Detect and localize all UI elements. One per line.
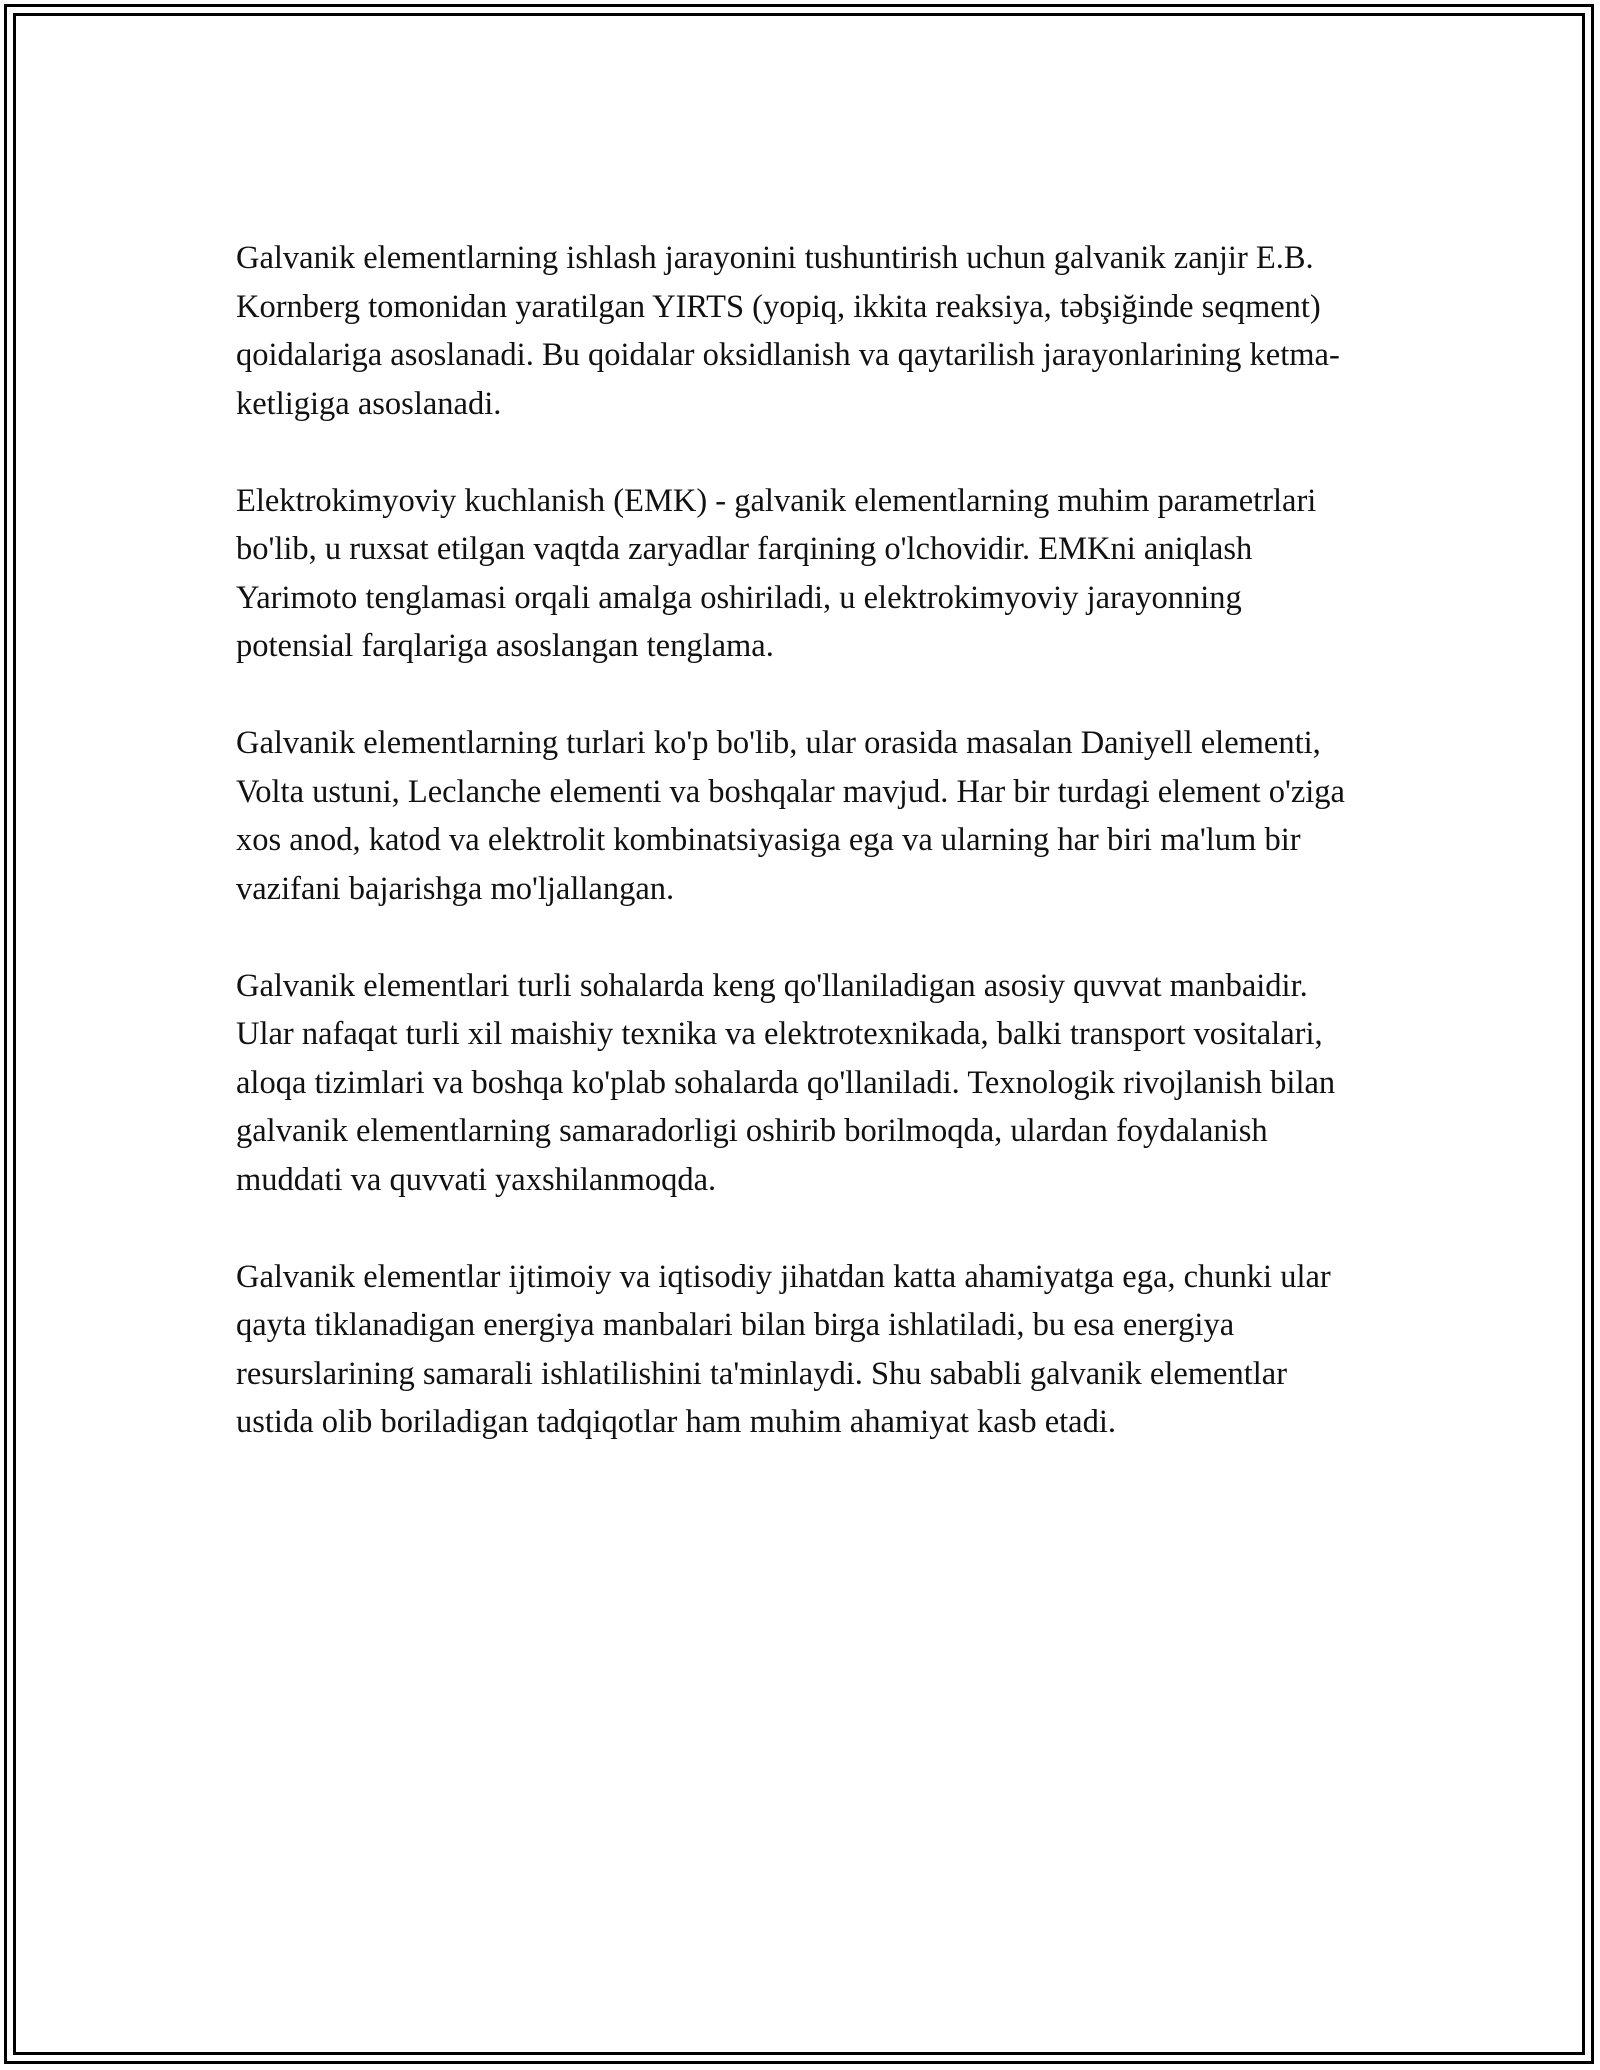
paragraph-3: Galvanik elementlarning turlari ko'p bo'lib, ular orasida masalan Daniyell elementi, Volta ustuni, Leclanche elementi va boshqalar mavjud. Har bir turdagi element o'ziga xos anod, katod va elektrolit kombinatsiyasiga ega va ularning har biri ma'lum bir vazifani bajarishga mo'ljallangan.: [236, 725, 1345, 907]
paragraph-1: Galvanik elementlarning ishlash jarayonini tushuntirish uchun galvanik zanjir E.B. Kornberg tomonidan yaratilgan YIRTS (yopiq, ikkita reaksiya, təbşiğinde seqment) qoidalariga asoslanadi. Bu qoidalar oksidlanish va qaytarilish jarayonlarining ketma-ketligiga asoslanadi.: [236, 240, 1340, 422]
paragraph-4: Galvanik elementlari turli sohalarda keng qo'llaniladigan asosiy quvvat manbaidir. Ular nafaqat turli xil maishiy texnika va elektrotexnikada, balki transport vositalari, aloqa tizimlari va boshqa ko'plab sohalarda qo'llaniladi. Texnologik rivojlanish bilan galvanik elementlarning samaradorligi oshirib borilmoqda, ulardan foydalanish muddati va quvvati yaxshilanmoqda.: [236, 967, 1336, 1198]
paragraph-5: Galvanik elementlar ijtimoiy va iqtisodiy jihatdan katta ahamiyatga ega, chunki ular qayta tiklanadigan energiya manbalari bilan birga ishlatiladi, bu esa energiya resurslarining samarali ishlatilishini ta'minlaydi. Shu sababli galvanik elementlar ustida olib boriladigan tadqiqotlar ham muhim ahamiyat kasb etadi.: [236, 1258, 1331, 1440]
paragraph-2: Elektrokimyoviy kuchlanish (EMK) - galvanik elementlarning muhim parametrlari bo'lib, u ruxsat etilgan vaqtda zaryadlar farqining o'lchovidir. EMKni aniqlash Yarimoto tenglamasi orqali amalga oshiriladi, u elektrokimyoviy jarayonning potensial farqlariga asoslangan tenglama.: [236, 482, 1317, 664]
document-body: [236, 234, 1366, 1495]
